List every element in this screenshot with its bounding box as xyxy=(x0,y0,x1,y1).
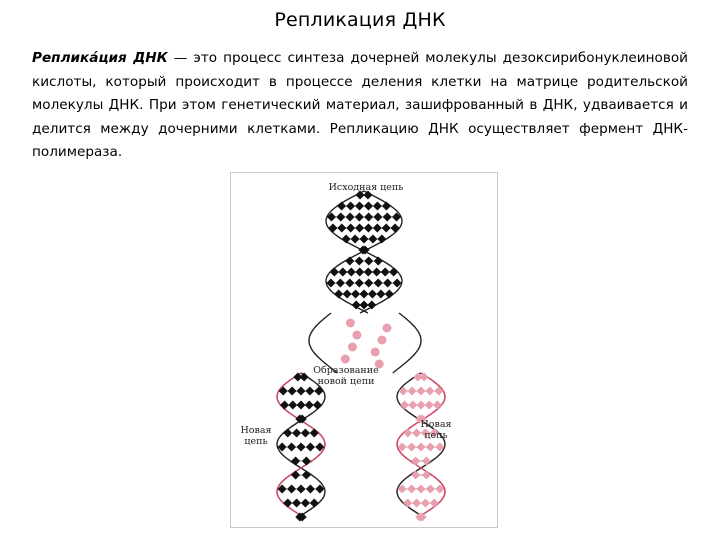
original-pair-base xyxy=(334,289,343,298)
left-pair-base xyxy=(279,386,288,395)
left-pair-base xyxy=(296,442,305,451)
original-pair-base xyxy=(391,224,400,233)
original-pair-base xyxy=(336,278,345,287)
original-pair-base xyxy=(385,289,394,298)
original-pair-base xyxy=(346,212,355,221)
original-pair-base xyxy=(374,278,383,287)
original-pair-base xyxy=(368,290,377,299)
left-pair-base xyxy=(301,428,310,437)
right-pair-base xyxy=(408,400,417,409)
right-pair-base xyxy=(421,498,430,507)
original-pair-base xyxy=(364,213,373,222)
original-pair-base xyxy=(383,278,392,287)
right-pair-base xyxy=(407,484,416,493)
original-pair-base xyxy=(355,201,364,210)
left-pair-base xyxy=(296,400,305,409)
right-pair-base xyxy=(426,485,435,494)
original-pair-base xyxy=(381,267,390,276)
original-pair-base xyxy=(359,300,368,309)
right-pair-base xyxy=(403,498,412,507)
right-pair-base xyxy=(416,484,425,493)
right-pair-base xyxy=(416,442,425,451)
original-pair-base xyxy=(382,201,391,210)
right-pair-base xyxy=(400,400,409,409)
free-nucleotide xyxy=(378,336,387,345)
free-nucleotide xyxy=(371,348,380,357)
left-pair-base xyxy=(288,386,297,395)
original-pair-base xyxy=(346,201,355,210)
original-pair-base xyxy=(345,256,354,265)
free-nucleotide xyxy=(341,355,350,364)
original-pair-base xyxy=(359,289,368,298)
original-pair-base xyxy=(337,223,346,232)
left-pair-base xyxy=(283,498,292,507)
original-pair-base xyxy=(364,256,373,265)
label-new-strand-right: Новая цепь xyxy=(420,419,452,441)
left-pair-base xyxy=(287,484,296,493)
original-pair-base xyxy=(377,234,386,243)
original-pair-base xyxy=(342,234,351,243)
left-pair-base xyxy=(292,428,301,437)
left-pair-base xyxy=(280,400,289,409)
original-pair-base xyxy=(389,267,398,276)
right-pair-base xyxy=(411,471,420,480)
original-pair-base xyxy=(383,212,392,221)
right-pair-base xyxy=(416,386,425,395)
original-pair-base xyxy=(376,289,385,298)
free-nucleotide xyxy=(382,324,391,333)
left-pair-base xyxy=(291,457,300,466)
original-pair-base xyxy=(372,267,381,276)
left-pair-base xyxy=(288,400,297,409)
left-pair-base xyxy=(302,456,311,465)
right-pair-base xyxy=(434,386,443,395)
left-pair-base xyxy=(310,429,319,438)
left-pair-base xyxy=(302,470,311,479)
fork-right-strand xyxy=(393,313,421,373)
label-new-strand-formation: Образование новой цепи xyxy=(313,365,379,387)
left-pair-base xyxy=(287,442,296,451)
original-pair-base xyxy=(351,289,360,298)
original-pair-base xyxy=(351,234,360,243)
original-pair-base xyxy=(338,268,347,277)
original-pair-base xyxy=(347,267,356,276)
left-pair-base xyxy=(296,484,305,493)
original-pair-base xyxy=(373,213,382,222)
right-pair-base xyxy=(422,470,431,479)
page-title: Репликация ДНК xyxy=(274,9,446,31)
original-pair-base xyxy=(359,234,368,243)
left-pair-base xyxy=(306,485,315,494)
right-pair-base xyxy=(422,456,431,465)
original-pair-base xyxy=(364,223,373,232)
original-pair-base xyxy=(355,278,364,287)
right-pair-base xyxy=(425,400,434,409)
left-pair-base xyxy=(296,386,305,395)
right-pair-base xyxy=(425,386,434,395)
original-pair-base xyxy=(374,256,383,265)
right-pair-base xyxy=(430,499,439,508)
left-pair-base xyxy=(314,386,323,395)
definition-body: — это процесс синтеза дочерней молекулы дезоксирибонуклеиновой кислоты, который происходит в процессе деления клетки на матрице родительской молекулы ДНК. При этом генетический материал, зашифрованный в ДНК, удваивается и делится между дочерними клетками. Репликацию ДНК осуществляет фермент ДНК-полимераза. xyxy=(32,50,688,160)
original-pair-base xyxy=(364,278,373,287)
free-nucleotide xyxy=(352,331,361,340)
right-pair-base xyxy=(416,400,425,409)
right-pair-base xyxy=(412,498,421,507)
original-pair-base xyxy=(382,223,391,232)
left-pair-base xyxy=(292,498,301,507)
original-pair-base xyxy=(337,201,346,210)
left-pair-base xyxy=(283,428,292,437)
label-original-strand: Исходная цепь xyxy=(328,182,404,193)
right-pair-base xyxy=(411,457,420,466)
original-pair-base xyxy=(343,289,352,298)
left-pair-base xyxy=(291,471,300,480)
original-pair-base xyxy=(373,223,382,232)
original-pair-base xyxy=(364,267,373,276)
left-pair-base xyxy=(310,499,319,508)
original-pair-base xyxy=(355,267,364,276)
right-pair-base xyxy=(433,400,442,409)
original-pair-base xyxy=(336,212,345,221)
original-pair-base xyxy=(345,278,354,287)
right-pair-base xyxy=(403,428,412,437)
definition-paragraph xyxy=(32,47,688,165)
left-pair-base xyxy=(305,400,314,409)
right-pair-base xyxy=(399,386,408,395)
free-nucleotide xyxy=(348,343,357,352)
dna-replication-illustration xyxy=(230,172,498,528)
original-pair-base xyxy=(330,267,339,276)
right-pair-base xyxy=(407,442,416,451)
original-pair-base xyxy=(373,201,382,210)
original-pair-base xyxy=(368,234,377,243)
left-pair-base xyxy=(305,386,314,395)
original-pair-base xyxy=(355,223,364,232)
original-pair-base xyxy=(346,223,355,232)
original-pair-base xyxy=(328,223,337,232)
term-lead: Реплика́ция ДНК xyxy=(32,50,168,66)
dna-helix-drawing xyxy=(231,173,497,527)
free-nucleotide xyxy=(346,319,355,328)
left-pair-base xyxy=(313,400,322,409)
right-pair-base xyxy=(408,386,417,395)
left-pair-base xyxy=(301,498,310,507)
original-pair-base xyxy=(355,212,364,221)
original-pair-base xyxy=(364,201,373,210)
right-pair-base xyxy=(426,443,435,452)
fork-left-strand xyxy=(309,313,337,373)
left-pair-base xyxy=(306,443,315,452)
label-new-strand-left: Новая цепь xyxy=(240,425,272,447)
original-pair-base xyxy=(355,256,364,265)
